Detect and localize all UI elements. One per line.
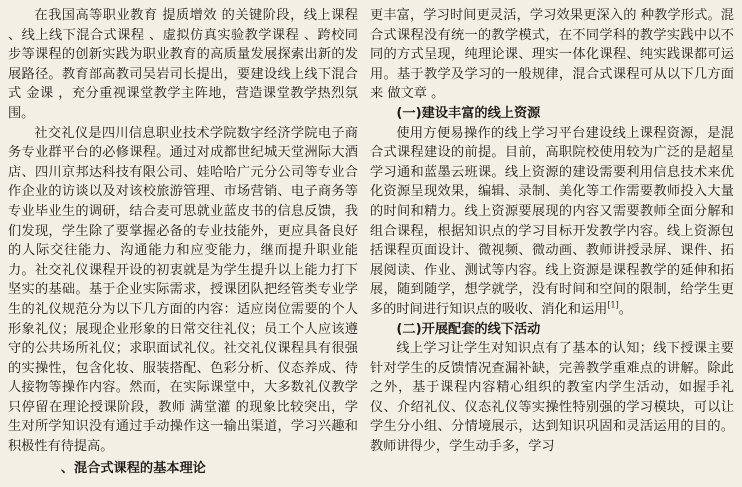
right-paragraph-2 bbox=[370, 124, 734, 320]
right-paragraph-2-end: 。 bbox=[618, 301, 632, 317]
section-heading-blended-course-theory: 、混合式课程的基本理论 bbox=[60, 460, 206, 476]
left-column bbox=[8, 6, 358, 478]
right-paragraph-1: 更丰富，学习时间更灵活，学习效果更深入的 种教学形式。混合式课程没有统一的教学模式，在不同学科的教学实践中以不同的方式呈现，纯理论课、理实一体化课程、纯实践课都可运用。基于教学及学习的一般规律，混合式课程可从以下几方面来 做文章 。 bbox=[370, 8, 734, 102]
subheading-offline-activities: (二)开展配套的线下活动 bbox=[396, 321, 541, 337]
right-column bbox=[370, 6, 734, 457]
left-paragraph-1: 在我国高等职业教育 提质增效 的关键阶段，线上课程 、线上线下混合式课程 、虚拟仿真实验教学课程 、跨校同步等课程的创新实践为职业教育的高质量发展探索出新的发展路径。教育部高教司吴岩司长提出，要建设线上线下混合式 金课 ，充分重视课堂教学主阵地，营造课堂教学热烈氛围。 bbox=[8, 8, 358, 121]
left-paragraph-2: 社交礼仪是四川信息职业技术学院数字经济学院电子商务专业群平台的必修课程。通过对成都世纪城天堂洲际大酒店、四川京邦达科技有限公司、娃哈哈广元分公司等专业合作企业的访谈以及对该校旅游管理、市场营销、电子商务等专业毕业生的调研，结合麦可思就业蓝皮书的信息反馈，我们发现，学生除了要掌握必备的专业技能外，更应具备良好的人际交往能力、沟通能力和应变能力，继而提升职业能力。社交礼仪课程开设的初衷就是为学生提升以上能力打下坚实的基础。基于企业实际需求，授课团队把经管类专业学生的礼仪规范分为以下几方面的内容：适应岗位需要的个人形象礼仪；展现企业形象的日常交往礼仪；员工个人应该遵守的公共场所礼仪；求职面试礼仪。社交礼仪课程具有很强的实操性，包含化妆、服装搭配、色彩分析、仪态养成、待人接物等操作内容。然而，在实际课堂中，大多数礼仪教学只停留在理论授课阶段，教师 满堂灌 的现象比较突出，学生对所学知识没有通过手动操作这一输出渠道，学习兴趣和积极性有待提高。 bbox=[8, 125, 358, 455]
right-paragraph-2-text: 使用方便易操作的线上学习平台建设线上课程资源，是混合式课程建设的前提。目前，高职院校使用较为广泛的是超星学习通和蓝墨云班课。线上资源的建设需要利用信息技术来优化资源呈现效果，编辑、录制、美化等工作需要教师投入大量的时间和精力。线上资源要展现的内容又需要教师全面分解和组合课程，根据知识点的学习目标开发教学内容。线上资源包括课程页面设计、微视频、微动画、教师讲授录屏、课件、拓展阅读、作业、测试等内容。线上资源是课程教学的延伸和拓展，随到随学，想学就学，没有时间和空间的限制，给学生更多的时间进行知识点的吸收、消化和运用 bbox=[370, 125, 734, 317]
subheading-online-resources: (一)建设丰富的线上资源 bbox=[396, 105, 541, 121]
right-paragraph-3: 线上学习让学生对知识点有了基本的认知；线下授课主要针对学生的反馈情况查漏补缺，完善教学重难点的讲解。除此之外，基于课程内容精心组织的教室内学生活动，如握手礼仪、介绍礼仪、仪态礼仪等实操性特别强的学习模块，可以让学生分小组、分情境展示，达到知识巩固和灵活运用的目的。教师讲得少，学生动手多，学习 bbox=[370, 341, 734, 455]
citation-marker: [1] bbox=[607, 300, 619, 310]
